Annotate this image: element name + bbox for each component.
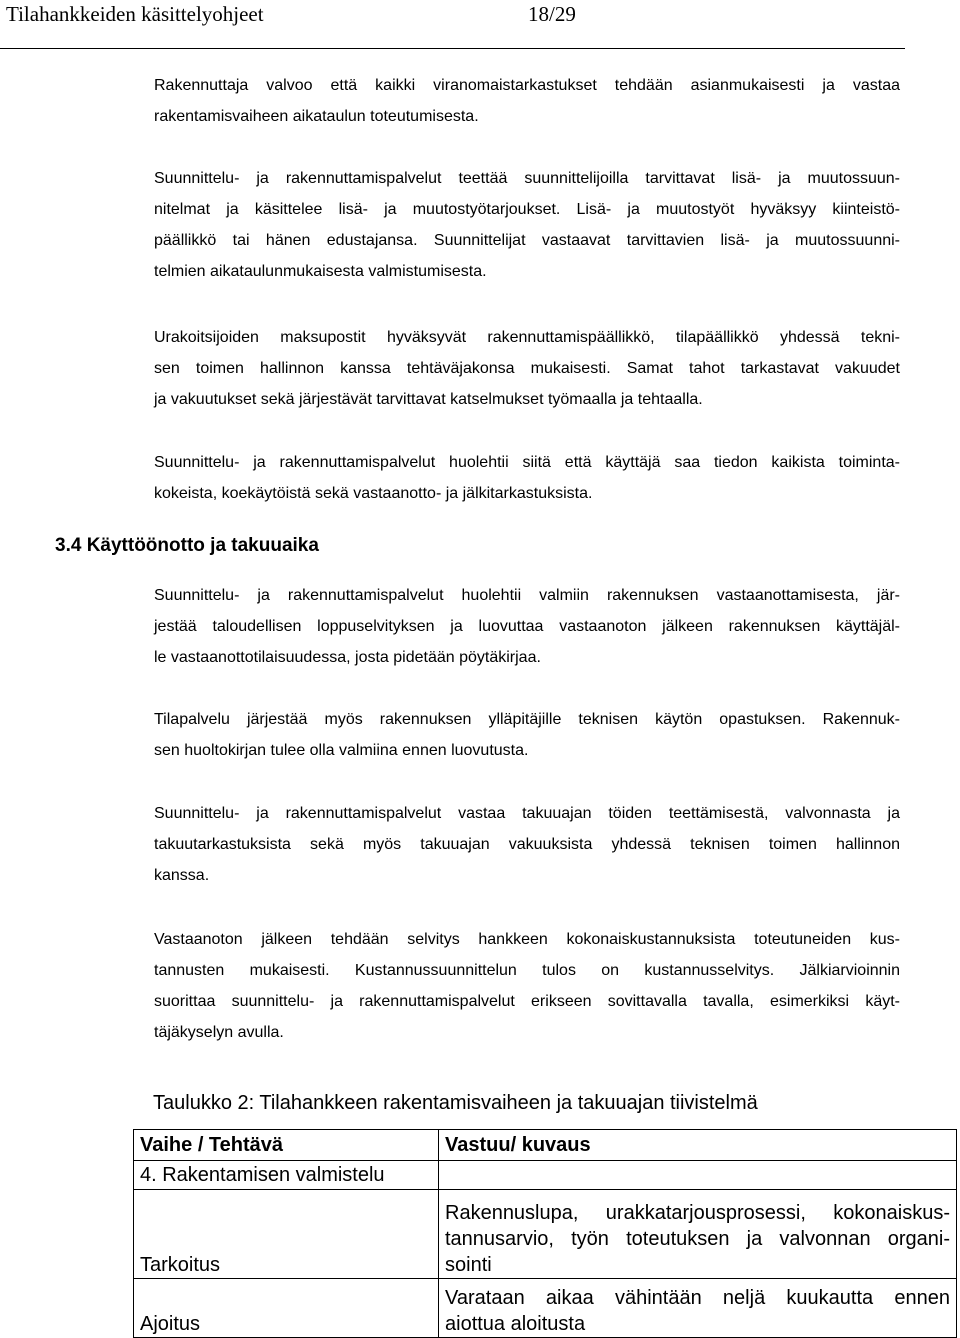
paragraph-line: telmien aikataulunmukaisesta valmistumisesta. xyxy=(154,263,487,280)
paragraph-line: nitelmat ja käsittelee lisä- ja muutostyötarjoukset. Lisä- ja muutostyöt hyväksyy kiinteistö- xyxy=(154,201,900,218)
paragraph-line: Suunnittelu- ja rakennuttamispalvelut huolehtii valmiin rakennuksen vastaanottamisesta, jär- xyxy=(154,587,900,604)
page-header xyxy=(0,0,905,49)
table-category-empty xyxy=(439,1161,957,1190)
table-caption: Taulukko 2: Tilahankkeen rakentamisvaiheen ja takuuajan tiivistelmä xyxy=(153,1092,758,1114)
paragraph-line: kanssa. xyxy=(154,867,210,884)
paragraph-line: päällikkö tai hänen edustajansa. Suunnittelijat vastaavat tarvittavien lisä- ja muutossuunni- xyxy=(154,232,900,249)
table-header-phase: Vaihe / Tehtävä xyxy=(134,1130,439,1161)
paragraph-line: jestää taloudellisen loppuselvityksen ja luovuttaa vastaanoton jälkeen rakennuksen käyttäjäl- xyxy=(154,618,900,635)
summary-table xyxy=(133,1129,957,1338)
paragraph-line: Suunnittelu- ja rakennuttamispalvelut huolehtii siitä että käyttäjä saa tiedon kaikista toiminta- xyxy=(154,454,900,471)
paragraph-5 xyxy=(154,580,900,673)
description-line: Rakennuslupa, urakkatarjousprosessi, kokonaiskus- xyxy=(445,1202,950,1224)
paragraph-line: rakentamisvaiheen aikataulun toteutumisesta. xyxy=(154,108,479,125)
page-number: 18/29 xyxy=(528,2,576,26)
description-line: tannusarvio, työn toteutuksen ja valvonnan organi- xyxy=(445,1228,950,1250)
paragraph-line: Suunnittelu- ja rakennuttamispalvelut teettää suunnittelijoilla tarvittavat lisä- ja muutossuun- xyxy=(154,170,900,187)
row-label-timing: Ajoitus xyxy=(134,1279,439,1338)
section-heading: 3.4 Käyttöönotto ja takuuaika xyxy=(55,535,319,556)
paragraph-line: tannusten mukaisesti. Kustannussuunnittelun tulos on kustannusselvitys. Jälkiarvioinnin xyxy=(154,962,900,979)
row-description-timing xyxy=(439,1279,957,1338)
paragraph-line: Vastaanoton jälkeen tehdään selvitys hankkeen kokonaiskustannuksista toteutuneiden kus- xyxy=(154,931,900,948)
paragraph-8 xyxy=(154,924,900,1048)
table-header-responsibility: Vastuu/ kuvaus xyxy=(439,1130,957,1161)
description-line: Varataan aikaa vähintään neljä kuukautta ennen xyxy=(445,1287,950,1309)
description-line: sointi xyxy=(445,1254,492,1276)
paragraph-line: sen huoltokirjan tulee olla valmiina ennen luovutusta. xyxy=(154,742,529,759)
table-header-row xyxy=(134,1130,957,1161)
row-description-purpose xyxy=(439,1190,957,1279)
paragraph-6 xyxy=(154,704,900,766)
table-category-row xyxy=(134,1161,957,1190)
paragraph-line: täjäkyselyn avulla. xyxy=(154,1024,284,1041)
row-label-purpose: Tarkoitus xyxy=(134,1190,439,1279)
paragraph-line: Urakoitsijoiden maksupostit hyväksyvät rakennuttamispäällikkö, tilapäällikkö yhdessä tekni- xyxy=(154,329,900,346)
paragraph-2 xyxy=(154,163,900,287)
paragraph-7 xyxy=(154,798,900,891)
paragraph-4 xyxy=(154,447,900,509)
paragraph-1 xyxy=(154,70,900,132)
paragraph-line: Tilapalvelu järjestää myös rakennuksen ylläpitäjille teknisen käytön opastuksen. Rakennuk- xyxy=(154,711,900,728)
paragraph-line: ja vakuutukset sekä järjestävät tarvittavat katselmukset työmaalla ja tehtaalla. xyxy=(154,391,703,408)
description-line: aiottua aloitusta xyxy=(445,1313,586,1335)
paragraph-3 xyxy=(154,322,900,415)
paragraph-line: Suunnittelu- ja rakennuttamispalvelut vastaa takuuajan töiden teettämisestä, valvonnasta ja xyxy=(154,805,900,822)
table-category: 4. Rakentamisen valmistelu xyxy=(134,1161,439,1190)
paragraph-line: sen toimen hallinnon kanssa tehtäväjakonsa mukaisesti. Samat tahot tarkastavat vakuudet xyxy=(154,360,900,377)
paragraph-line: takuutarkastuksista sekä myös takuuajan vakuuksista yhdessä teknisen toimen hallinnon xyxy=(154,836,900,853)
table-row xyxy=(134,1279,957,1338)
paragraph-line: le vastaanottotilaisuudessa, josta pidetään pöytäkirjaa. xyxy=(154,649,541,666)
paragraph-line: kokeista, koekäytöistä sekä vastaanotto- ja jälkitarkastuksista. xyxy=(154,485,593,502)
table-row xyxy=(134,1190,957,1279)
document-title: Tilahankkeiden käsittelyohjeet xyxy=(6,2,264,26)
paragraph-line: Rakennuttaja valvoo että kaikki viranomaistarkastukset tehdään asianmukaisesti ja vastaa xyxy=(154,77,900,94)
paragraph-line: suorittaa suunnittelu- ja rakennuttamispalvelut erikseen sovittavalla tavalla, esimerkiksi käyt- xyxy=(154,993,900,1010)
